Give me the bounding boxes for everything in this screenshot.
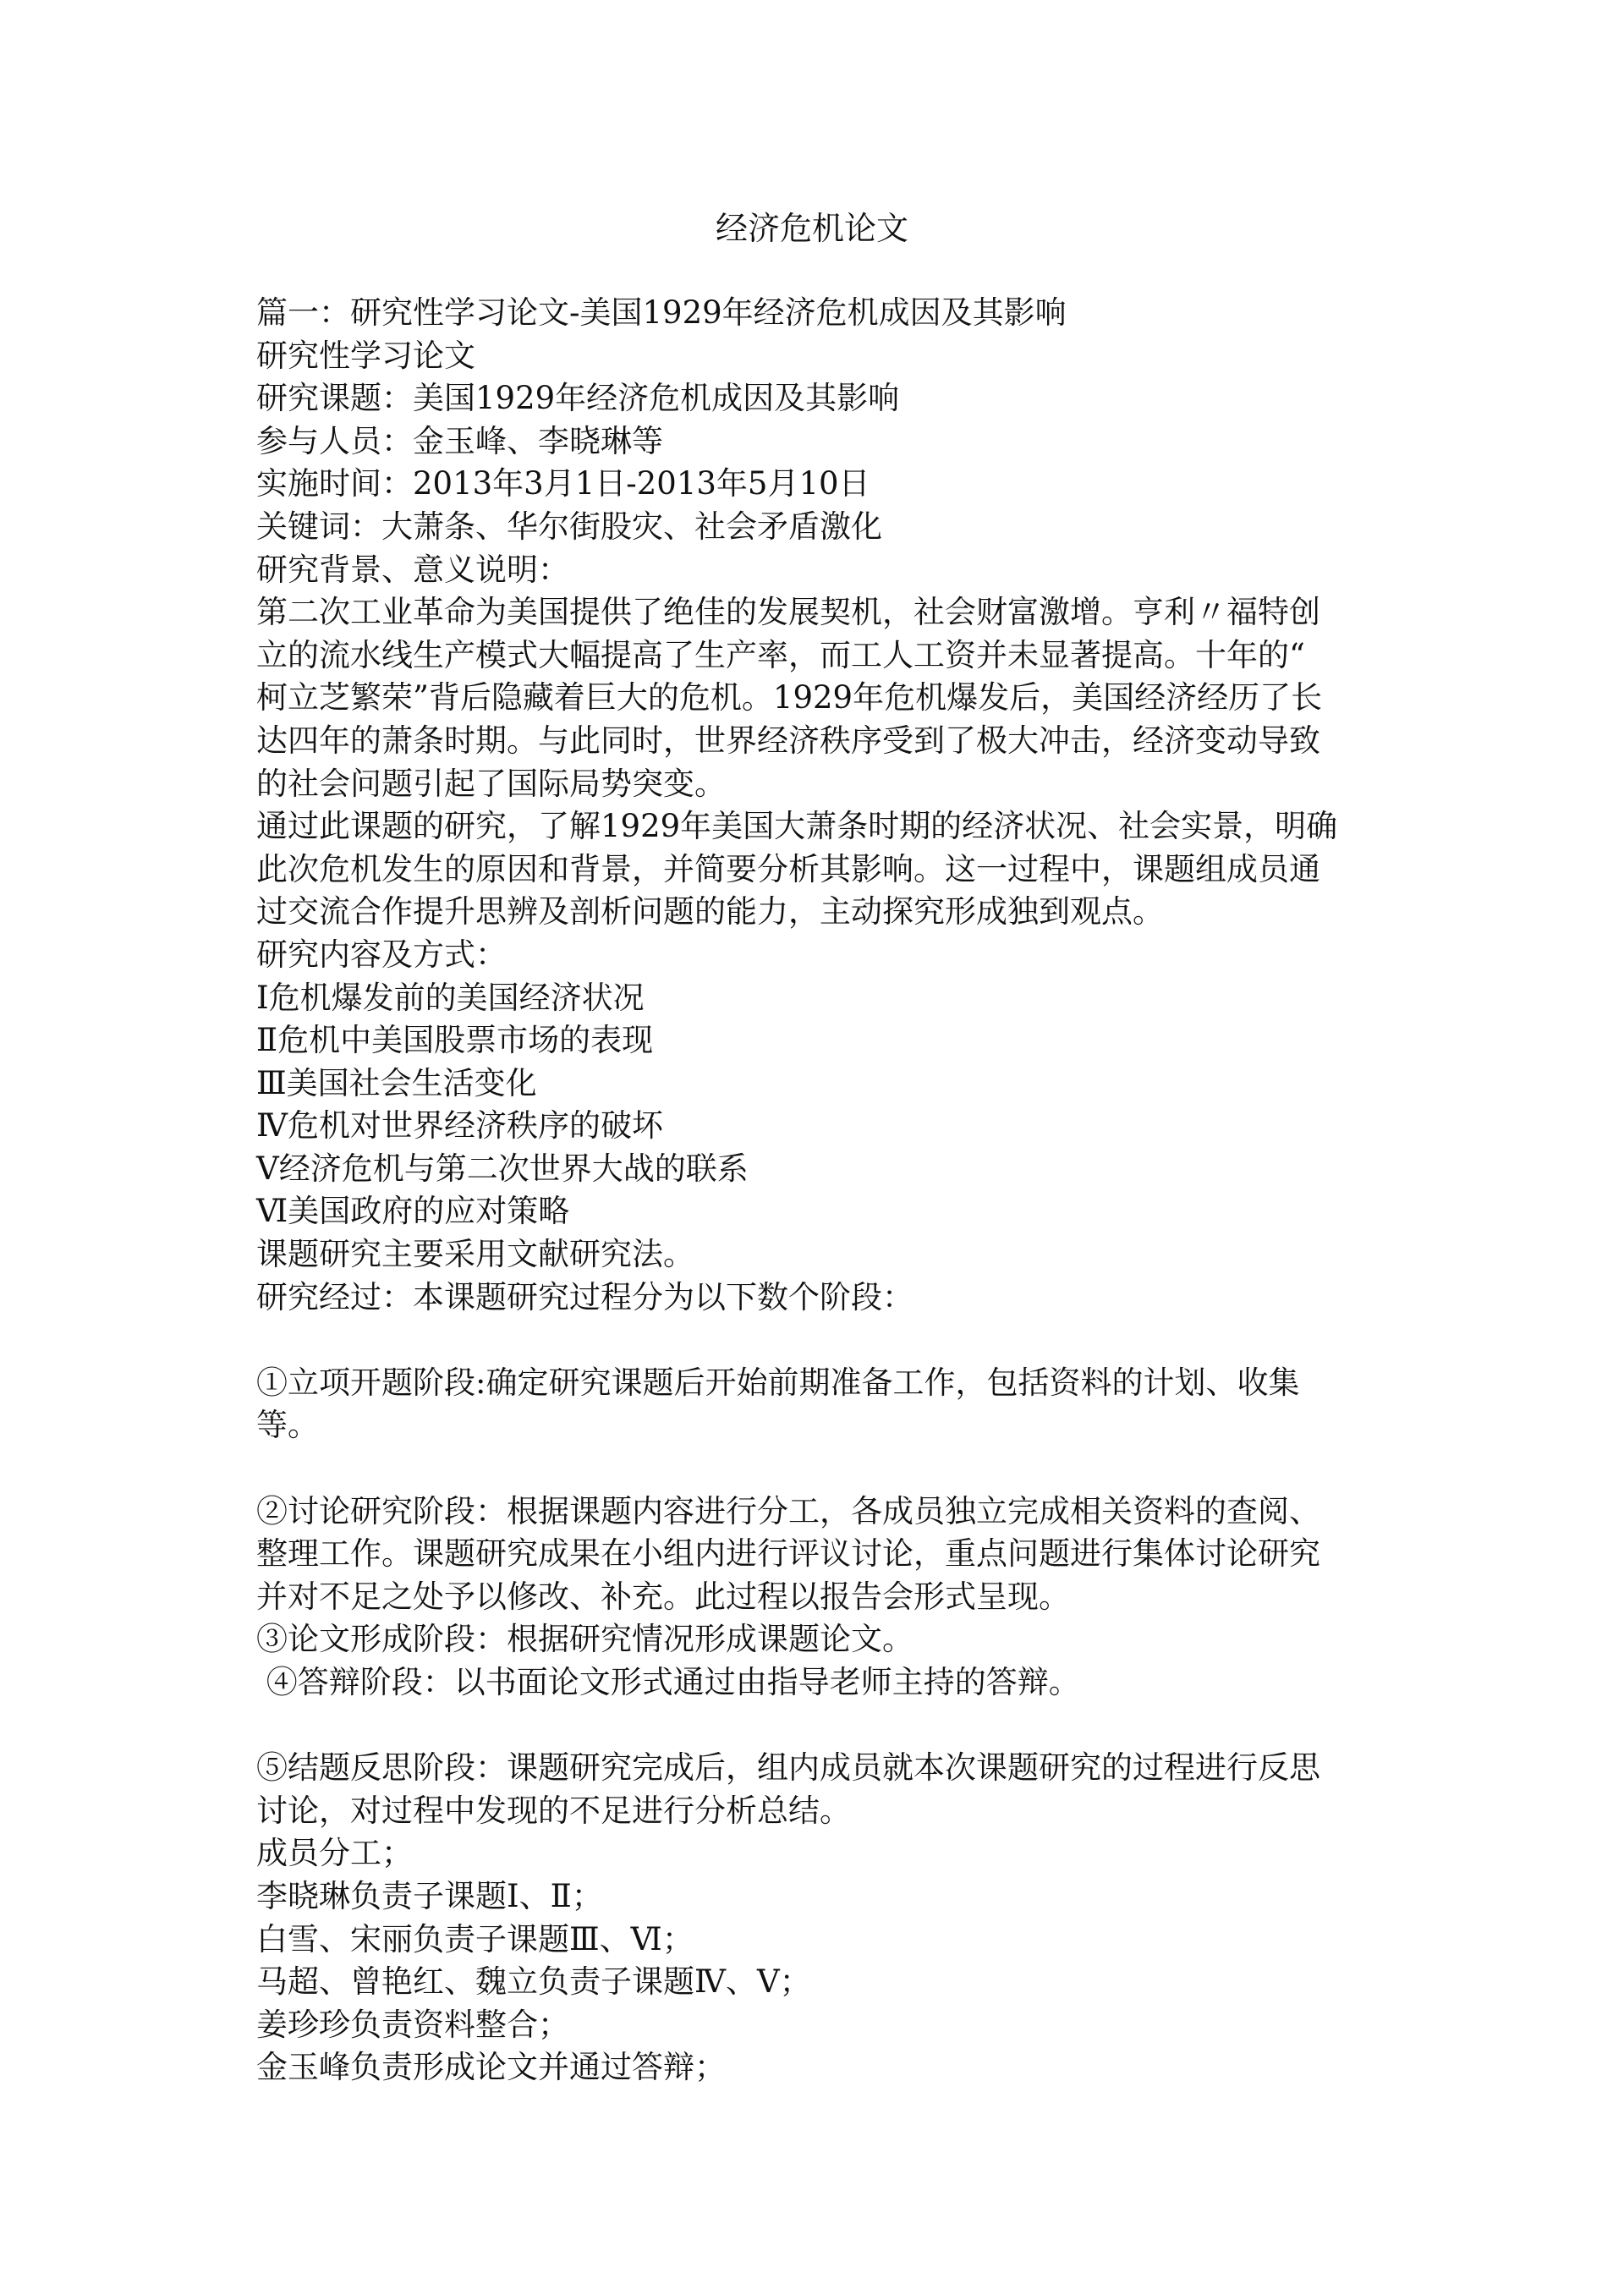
paragraph-line: Ⅵ美国政府的应对策略 bbox=[256, 1193, 570, 1230]
paragraph-line: 此次危机发生的原因和背景，并简要分析其影响。这一过程中，课题组成员通 bbox=[256, 850, 1320, 887]
paragraph-line: 白雪、宋丽负责子课题Ⅲ、Ⅵ； bbox=[256, 1920, 694, 1957]
paragraph-line: 研究经过：本课题研究过程分为以下数个阶段： bbox=[256, 1278, 914, 1315]
paragraph-line: 研究课题：美国1929年经济危机成因及其影响 bbox=[256, 380, 900, 417]
paragraph-line: 立的流水线生产模式大幅提高了生产率，而工人工资并未显著提高。十年的“ bbox=[256, 636, 1305, 673]
paragraph-line: 成员分工； bbox=[256, 1835, 413, 1872]
paragraph-line: 篇一：研究性学习论文-美国1929年经济危机成因及其影响 bbox=[256, 294, 1067, 331]
paragraph-line: ②讨论研究阶段：根据课题内容进行分工，各成员独立完成相关资料的查阅、 bbox=[256, 1492, 1320, 1529]
paragraph-line: Ⅱ危机中美国股票市场的表现 bbox=[256, 1022, 654, 1059]
paragraph-line: 马超、曾艳红、魏立负责子课题Ⅳ、Ⅴ； bbox=[256, 1963, 811, 2001]
document-title: 经济危机论文 bbox=[715, 210, 908, 247]
paragraph-line: ③论文形成阶段：根据研究情况形成课题论文。 bbox=[256, 1621, 914, 1658]
paragraph-line: 关键词：大萧条、华尔街股灾、社会矛盾激化 bbox=[256, 508, 882, 545]
paragraph-line: 李晓琳负责子课题Ⅰ、Ⅱ； bbox=[256, 1877, 603, 1914]
paragraph-line: Ⅲ美国社会生活变化 bbox=[256, 1064, 537, 1101]
paragraph-line: 研究性学习论文 bbox=[256, 337, 475, 374]
paragraph-line: ①立项开题阶段:确定研究课题后开始前期准备工作，包括资料的计划、收集 bbox=[256, 1364, 1300, 1401]
paragraph-line: 过交流合作提升思辨及剖析问题的能力，主动探究形成独到观点。 bbox=[256, 893, 1164, 931]
paragraph-line: 整理工作。课题研究成果在小组内进行评议讨论，重点问题进行集体讨论研究 bbox=[256, 1535, 1320, 1573]
paragraph-line: Ⅳ危机对世界经济秩序的破坏 bbox=[256, 1107, 663, 1145]
paragraph-line: 的社会问题引起了国际局势突变。 bbox=[256, 765, 726, 802]
document-body bbox=[256, 292, 1407, 2089]
paragraph-line: ④答辩阶段：以书面论文形式通过由指导老师主持的答辩。 bbox=[256, 1664, 1080, 1700]
paragraph-line: 柯立芝繁荣”背后隐藏着巨大的危机。1929年危机爆发后，美国经济经历了长 bbox=[256, 679, 1323, 717]
blank-line bbox=[256, 1705, 1407, 1748]
paragraph-line: 研究内容及方式： bbox=[256, 936, 507, 973]
paragraph-line: 并对不足之处予以修改、补充。此过程以报告会形式呈现。 bbox=[256, 1578, 1070, 1615]
paragraph-line: 课题研究主要采用文献研究法。 bbox=[256, 1236, 694, 1273]
blank-line bbox=[256, 1447, 1407, 1491]
paragraph-line: 等。 bbox=[256, 1407, 319, 1444]
paragraph-line: 研究背景、意义说明： bbox=[256, 551, 569, 588]
paragraph-line: 达四年的萧条时期。与此同时，世界经济秩序受到了极大冲击，经济变动导致 bbox=[256, 722, 1320, 759]
paragraph-line: 金玉峰负责形成论文并通过答辩； bbox=[256, 2049, 726, 2086]
paragraph-line: 第二次工业革命为美国提供了绝佳的发展契机，社会财富激增。亨利〃福特创 bbox=[256, 594, 1320, 631]
paragraph-line: 讨论，对过程中发现的不足进行分析总结。 bbox=[256, 1792, 851, 1829]
paragraph-line: ⑤结题反思阶段：课题研究完成后，组内成员就本次课题研究的过程进行反思 bbox=[256, 1749, 1320, 1787]
paragraph-line: 实施时间：2013年3月1日-2013年5月10日 bbox=[256, 465, 870, 502]
blank-line bbox=[256, 1319, 1407, 1362]
paragraph-line: Ⅴ经济危机与第二次世界大战的联系 bbox=[256, 1150, 749, 1187]
paragraph-line: 通过此课题的研究，了解1929年美国大萧条时期的经济状况、社会实景，明确 bbox=[256, 808, 1338, 845]
paragraph-line: 姜珍珍负责资料整合； bbox=[256, 2006, 569, 2043]
paragraph-line: 参与人员：金玉峰、李晓琳等 bbox=[256, 422, 663, 459]
paragraph-line: Ⅰ危机爆发前的美国经济状况 bbox=[256, 979, 645, 1016]
